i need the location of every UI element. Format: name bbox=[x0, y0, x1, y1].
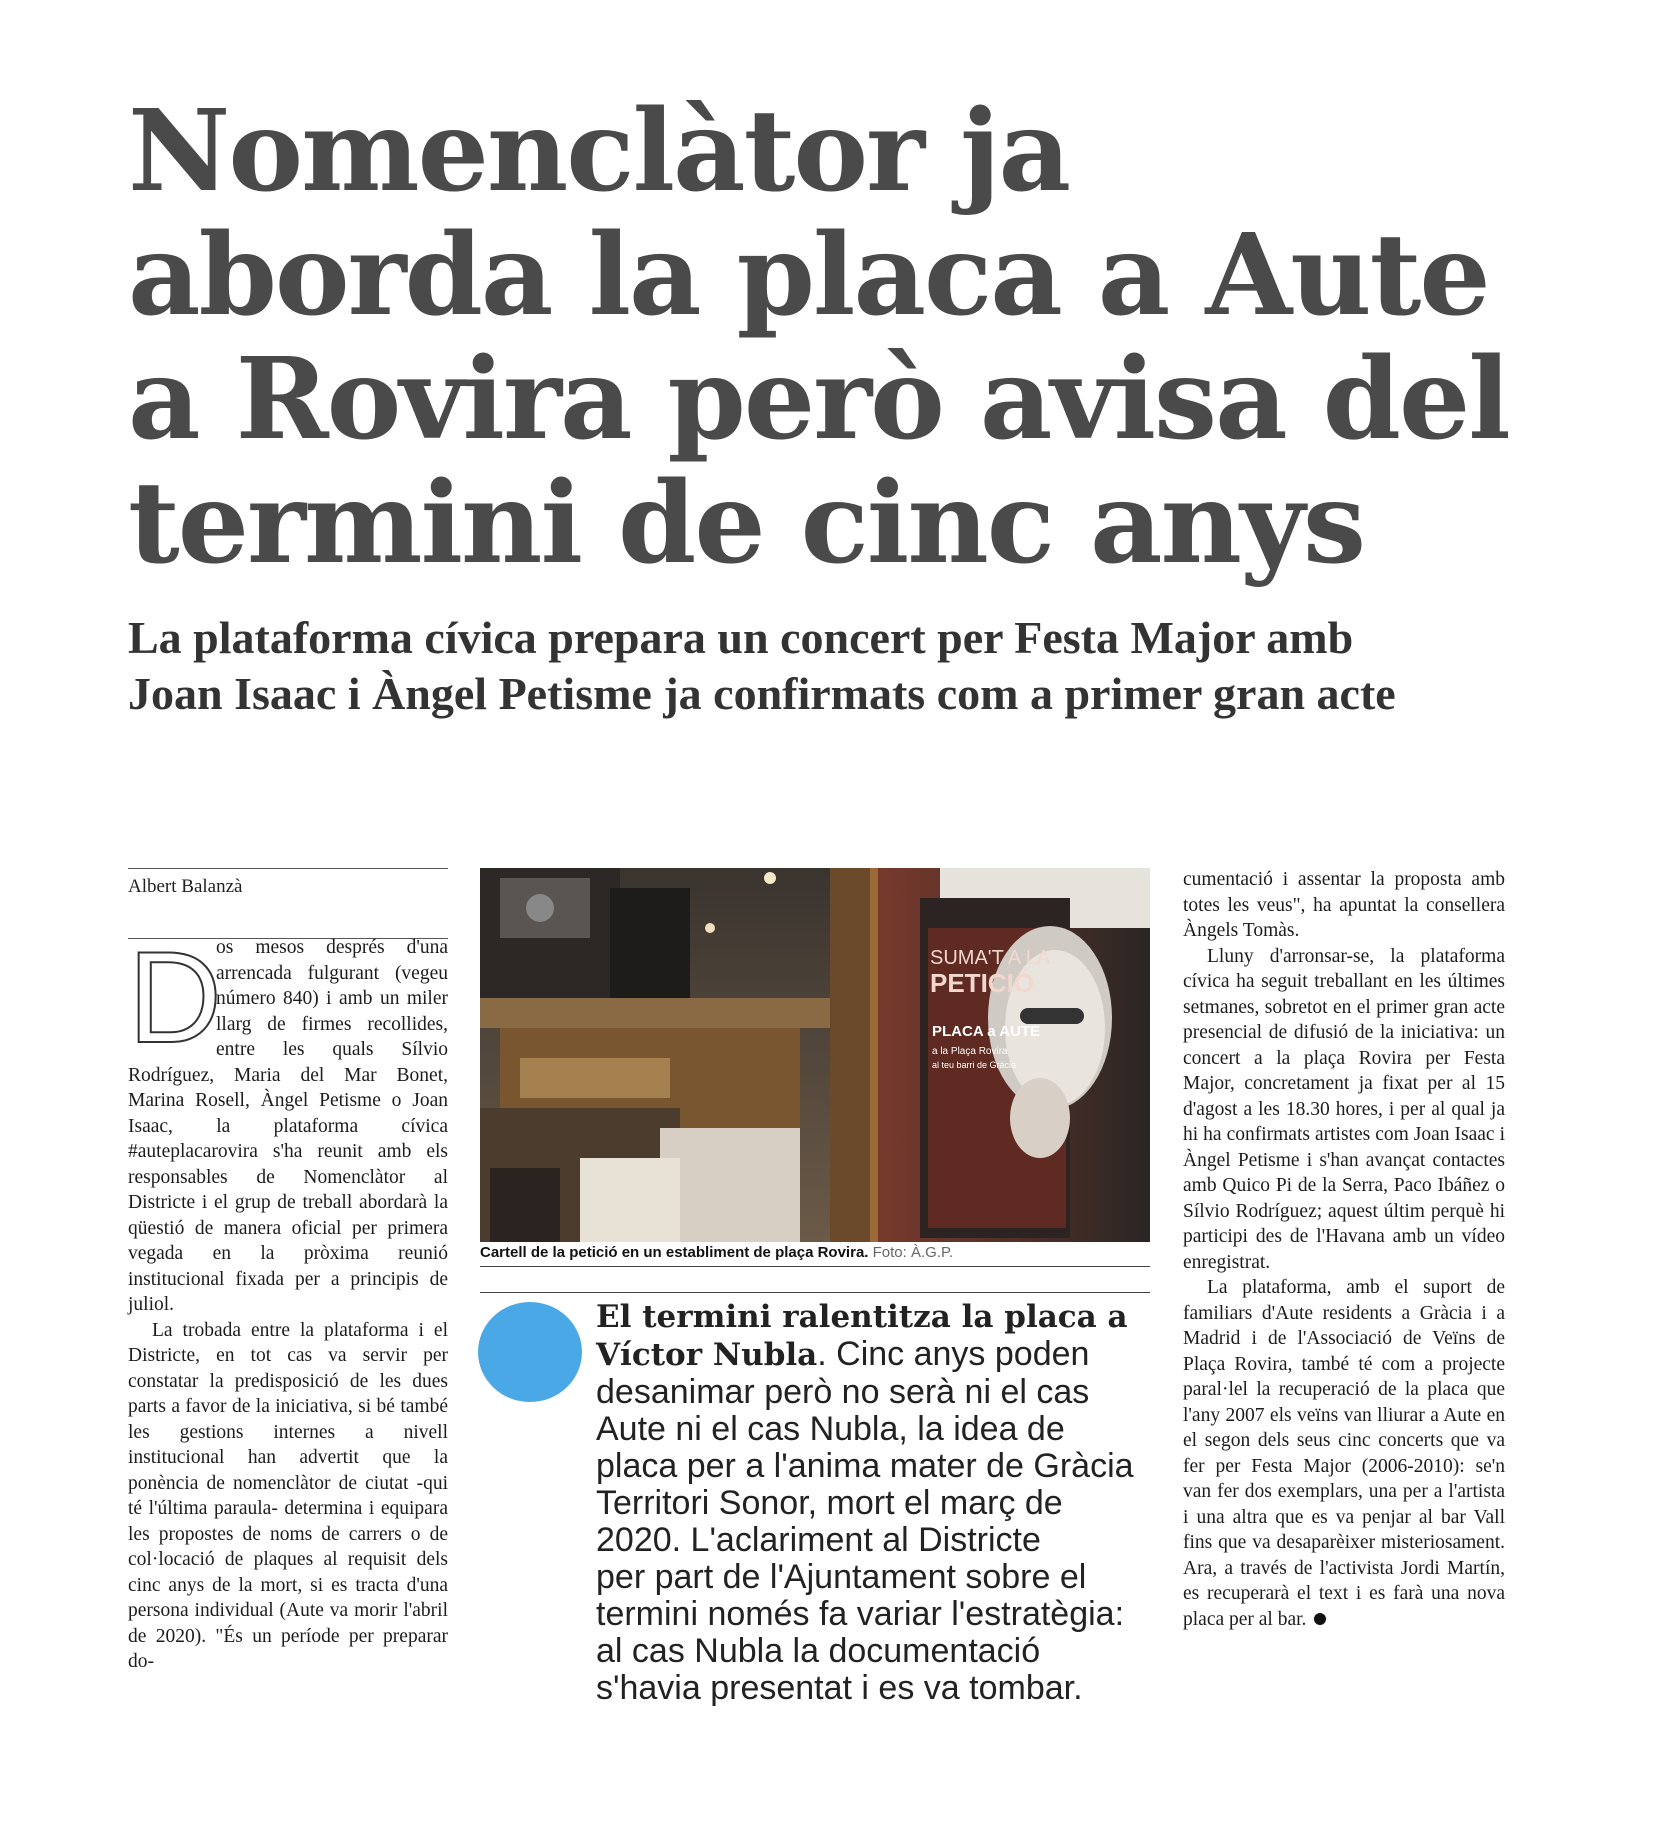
sidebar-text: placa per a l'anima mater de Gràcia bbox=[596, 1447, 1134, 1485]
headline bbox=[128, 86, 1528, 589]
sidebar-text: per part de l'Ajuntament sobre el bbox=[596, 1558, 1087, 1596]
caption-divider bbox=[480, 1266, 1150, 1267]
photo-credit: Foto: À.G.P. bbox=[872, 1244, 954, 1261]
sidebar-text: desanimar però no serà ni el cas bbox=[596, 1373, 1090, 1411]
sidebar-divider bbox=[480, 1292, 1150, 1293]
poster-text: PETICIÓ bbox=[930, 968, 1035, 998]
headline-line: aborda la placa a Aute bbox=[128, 210, 1489, 341]
article-column-1 bbox=[128, 924, 448, 1675]
sidebar-text: Aute ni el cas Nubla, la idea de bbox=[596, 1410, 1065, 1448]
sidebar-text: termini només fa variar l'estratègia: bbox=[596, 1595, 1125, 1633]
drop-cap: D bbox=[128, 924, 222, 1070]
poster-text: a la Plaça Rovira bbox=[932, 1046, 1008, 1057]
poster-text: al teu barri de Gràcia bbox=[932, 1060, 1017, 1070]
sidebar-text: . Cinc anys poden bbox=[817, 1335, 1090, 1373]
subheadline bbox=[128, 610, 1528, 722]
poster-text: SUMA'T A LA bbox=[930, 947, 1051, 969]
headline-line: termini de cinc anys bbox=[128, 458, 1365, 589]
article-paragraph: cumentació i assentar la proposta amb totes les veus", ha apuntat la consellera Àngels Tomàs. bbox=[1183, 869, 1505, 941]
sidebar-text: 2020. L'aclariment al Districte bbox=[596, 1521, 1041, 1559]
author-byline: Albert Balanzà bbox=[128, 876, 243, 897]
subheadline-line: La plataforma cívica prepara un concert per Festa Major amb bbox=[128, 612, 1354, 663]
end-mark-icon bbox=[1314, 1613, 1326, 1625]
article-column-3 bbox=[1183, 867, 1505, 1632]
photo-caption bbox=[480, 1244, 1150, 1261]
headline-line: Nomenclàtor ja bbox=[128, 86, 1070, 217]
sidebar-text: al cas Nubla la documentació bbox=[596, 1632, 1041, 1670]
paragraph-text: os mesos després d'una arrencada fulgurant (vegeu número 840) i amb un miler llarg de firmes recollides, entre les quals Sílvio Rodríguez, Maria del Mar Bonet, Marina Rosell, Àngel Petisme o Joan Isaac, la plataforma cívica #auteplacarovira s'ha reunit amb els responsables de Nomenclàtor al Districte i el grup de treball abordarà la qüestió de manera oficial per primera vegada en la pròxima reunió institucional fixada per a principis de juliol. bbox=[128, 937, 448, 1315]
sidebar-title: El termini ralentitza la placa a bbox=[596, 1299, 1128, 1335]
caption-text: Cartell de la petició en un establiment de plaça Rovira. bbox=[480, 1244, 869, 1261]
sidebar-text: Territori Sonor, mort el març de bbox=[596, 1484, 1063, 1522]
blue-circle-icon bbox=[478, 1302, 582, 1402]
article-photo bbox=[480, 868, 1150, 1242]
subheadline-line: Joan Isaac i Àngel Petisme ja confirmats com a primer gran acte bbox=[128, 668, 1396, 719]
sidebar-text: s'havia presentat i es va tombar. bbox=[596, 1669, 1083, 1707]
bar-interior-photo bbox=[480, 868, 1150, 1242]
poster-text: PLACA a AUTE bbox=[932, 1023, 1041, 1040]
article-paragraph: La trobada entre la plataforma i el Districte, en tot cas va servir per constatar la predisposició de les dues parts a favor de la iniciativa, si bé també les gestions internes a nivell institucional han advertit que la ponència de nomenclàtor de ciutat -qui té l'última paraula- determina i equipara les propostes de noms de carrers o de col·locació de plaques al requisit dels cinc anys de la mort, si es tracta d'una persona individual (Aute va morir l'abril de 2020). "És un període per preparar do- bbox=[128, 1319, 448, 1672]
sidebar-box bbox=[596, 1298, 1156, 1707]
article-paragraph: Lluny d'arronsar-se, la plataforma cívica ha seguit treballant en les últimes setmanes, sobretot en el primer gran acte presencial de difusió de la iniciativa: un concert a la plaça Rovira per Festa Major, concretament ja fixat per al 15 d'agost a les 18.30 hores, i per al qual ja hi ha confirmats artistes com Joan Isaac i Àngel Petisme i s'han avançat contactes amb Quico Pi de la Serra, Paco Ibáñez o Sílvio Rodríguez; aquest últim perquè hi participi des de l'Havana amb un vídeo enregistrat. bbox=[1183, 945, 1505, 1273]
article-paragraph bbox=[1183, 1275, 1505, 1632]
headline-line: a Rovira però avisa del bbox=[128, 334, 1509, 465]
sidebar-title: Víctor Nubla bbox=[596, 1337, 818, 1373]
paragraph-text: La plataforma, amb el suport de familiars d'Aute residents a Gràcia i a Madrid i de l'Associació de Veïns de Plaça Rovira, també té com a projecte paral·lel la recuperació de la placa que l'any 2007 els veïns van lliurar a Aute en el segon dels seus cinc concerts que va fer per Festa Major (2006-2010): se'n van fer dos exemplars, una per a l'artista i una altra que es va penjar al bar Vall fins que va desaparèixer misteriosament. Ara, a través de l'activista Jordi Martín, es recuperarà el text i es farà una nova placa per al bar. bbox=[1183, 1277, 1505, 1630]
article-paragraph bbox=[128, 924, 448, 1318]
author-divider bbox=[128, 868, 448, 869]
